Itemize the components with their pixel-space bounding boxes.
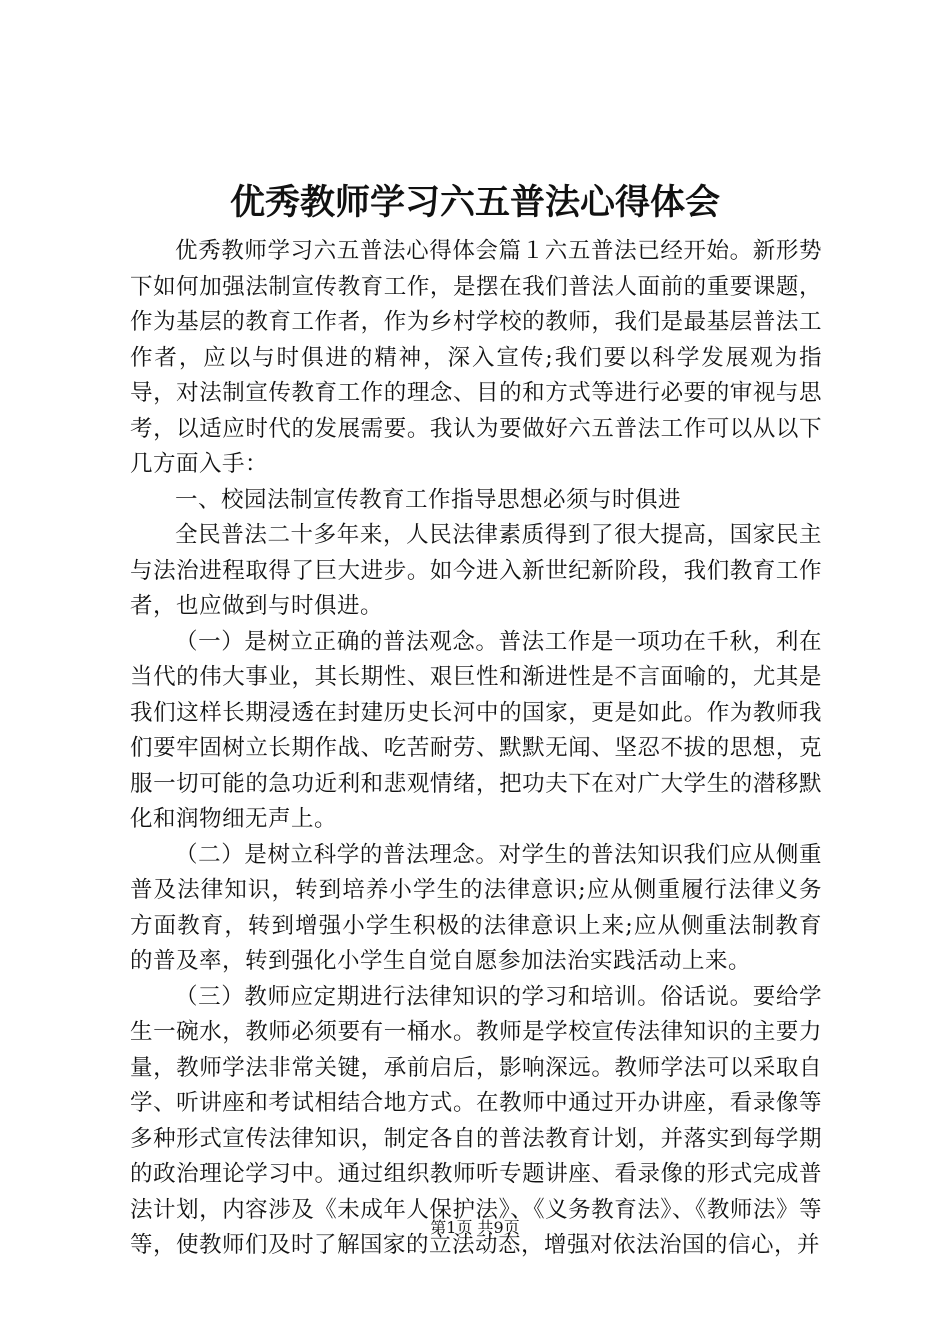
document-title: 优秀教师学习六五普法心得体会 [229, 182, 720, 223]
paragraph-point-three: （三）教师应定期进行法律知识的学习和培训。俗话说。要给学生一碗水，教师必须要有一桶水。教师是学校宣传法律知识的主要力量，教师学法非常关键，承前启后，影响深远。教师学法可以采取自学、听讲座和考试相结合地方式。在教师中通过开办讲座，看录像等多种形式宣传法律知识，制定各自的普法教育计划，并落实到每学期的政治理论学习中。通过组织教师听专题讲座、看录像的形式完成普法计划，内容涉及《未成年人保护法》、《义务教育法》、《教师法》等等，使教师们及时了解国家的立法动态，增强对依法治国的信心，并 [130, 983, 822, 1258]
page-footer: 第1页 共9页 [430, 1218, 520, 1237]
paragraph-section-heading: 一、校园法制宣传教育工作指导思想必须与时俱进 [175, 486, 682, 513]
paragraph-intro: 优秀教师学习六五普法心得体会篇１六五普法已经开始。新形势下如何加强法制宣传教育工作，是摆在我们普法人面前的重要课题，作为基层的教育工作者，作为乡村学校的教师，我们是最基层普法工作者，应以与时俱进的精神，深入宣传;我们要以科学发展观为指导，对法制宣传教育工作的理念、目的和方式等进行必要的审视与思考，以适应时代的发展需要。我认为要做好六五普法工作可以从以下几方面入手： [130, 238, 822, 477]
document-body [130, 234, 822, 1264]
paragraph-point-two: （二）是树立科学的普法理念。对学生的普法知识我们应从侧重普及法律知识，转到培养小学生的法律意识;应从侧重履行法律义务方面教育，转到增强小学生积极的法律意识上来;应从侧重法制教育的普及率，转到强化小学生自觉自愿参加法治实践活动上来。 [130, 841, 822, 974]
paragraph-point-one: （一）是树立正确的普法观念。普法工作是一项功在千秋，利在当代的伟大事业，其长期性、艰巨性和渐进性是不言面喻的，尤其是我们这样长期浸透在封建历史长河中的国家，更是如此。作为教师我们要牢固树立长期作战、吃苦耐劳、默默无闻、坚忍不拔的思想，克服一切可能的急功近利和悲观情绪，把功夫下在对广大学生的潜移默化和润物细无声上。 [130, 628, 822, 832]
paragraph-overview: 全民普法二十多年来，人民法律素质得到了很大提高，国家民主与法治进程取得了巨大进步。如今进入新世纪新阶段，我们教育工作者，也应做到与时俱进。 [130, 522, 822, 619]
